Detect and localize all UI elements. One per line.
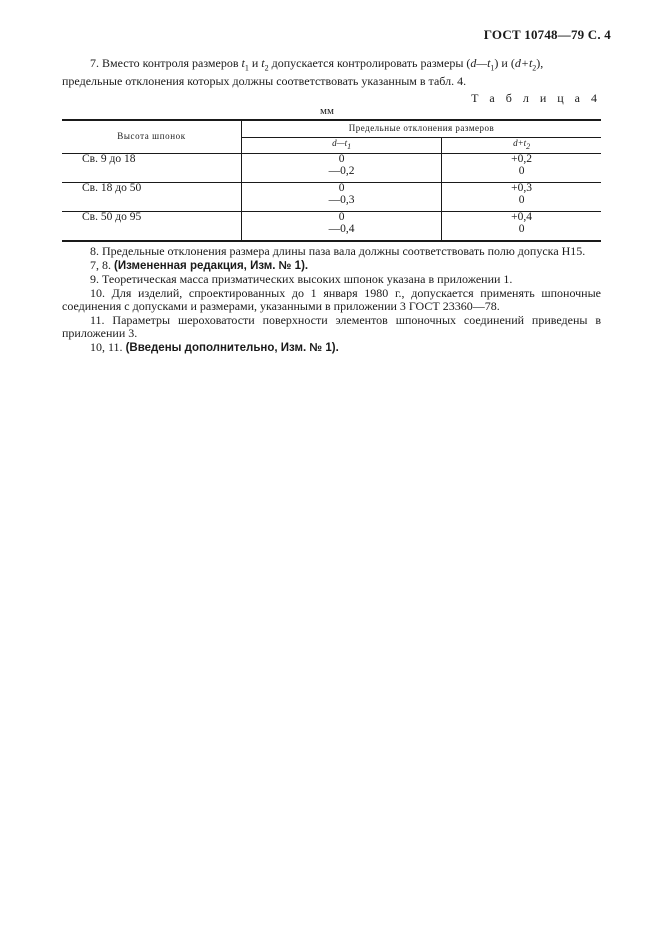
row-value-d-plus-t2 [442,154,601,183]
paragraphs-after-table [62,245,601,355]
p7-expr-1: d—t [470,56,491,70]
amendment-prefix: 10, 11. [90,339,126,354]
row-value-d-minus-t1 [242,154,442,183]
table-row [62,183,601,212]
col-header-d-plus-t2 [442,137,601,154]
p7-expr-1-sub: 1 [490,63,495,73]
p7-sub-1: 1 [244,63,249,73]
tolerance-table [62,119,601,242]
sub2-text: d+t [513,138,527,149]
paragraph-10: 10. Для изделий, спроектированных до 1 января 1980 г., допускается применять шпоночные соединения с допусками и размерами, указанными в приложении 3 ГОСТ 23360—78. [62,285,601,313]
page-header: ГОСТ 10748—79 С. 4 [483,27,611,42]
p7-var-t2: t [261,56,265,70]
table-row [62,212,601,242]
value-upper: +0,3 [511,182,533,194]
p7-line-2: предельные отклонения которых должны соответствовать указанным в табл. 4. [62,73,467,88]
value-lower: 0 [518,164,525,177]
row-label: Св. 9 до 18 [62,154,242,183]
row-label: Св. 18 до 50 [62,183,242,212]
p7-text-c: ) и ( [494,56,515,70]
paragraph-8: 8. Предельные отклонения размера длины паза вала должны соответствовать полю допуска H15. [90,244,586,258]
amendment-note-7-8 [62,259,601,274]
paragraph-9: 9. Теоретическая масса призматических высоких шпонок указана в приложении 1. [90,272,513,286]
col-header-group: Предельные отклонения размеров [242,120,602,137]
value-lower: 0 [518,193,525,206]
table-caption: Т а б л и ц а 4 [471,91,601,105]
value-upper: +0,4 [511,211,533,223]
table-row [62,154,601,183]
amendment-bold: (Введены дополнительно, Изм. № 1). [125,341,339,354]
p7-expr-2-sub: 2 [532,63,537,73]
row-value-d-plus-t2 [442,212,601,242]
value-lower: 0 [518,222,525,235]
p7-sub-2: 2 [264,63,269,73]
value-upper: 0 [338,211,345,223]
col-header-d-minus-t1 [242,137,442,154]
sub1-text: d—t [332,138,348,149]
sub1-index: 1 [347,141,352,151]
amendment-prefix: 7, 8. [90,257,114,272]
value-lower: —0,2 [328,164,355,177]
value-upper: 0 [338,153,345,165]
p7-var-t1: t [241,56,245,70]
value-lower: —0,3 [328,193,355,206]
row-value-d-plus-t2 [442,183,601,212]
p7-text-b: допускается контролировать размеры ( [268,56,471,70]
row-value-d-minus-t1 [242,212,442,242]
units-label: мм [320,105,334,117]
row-label: Св. 50 до 95 [62,212,242,242]
p7-text-and: и [248,56,262,70]
sub2-index: 2 [526,141,531,151]
paragraph-11: 11. Параметры шероховатости поверхности элементов шпоночных соединений приведены в приложении 3. [62,312,601,340]
value-lower: —0,4 [328,222,355,235]
value-upper: 0 [338,182,345,194]
paragraph-7 [62,57,601,88]
p7-text-d: ), [536,56,544,70]
col-header-height: Высота шпонок [62,120,242,154]
row-value-d-minus-t1 [242,183,442,212]
amendment-bold: (Измененная редакция, Изм. № 1). [114,259,309,272]
value-upper: +0,2 [511,153,533,165]
p7-expr-2: d+t [514,56,533,70]
p7-text-a: 7. Вместо контроля размеров [90,56,242,70]
amendment-note-10-11 [62,341,601,356]
